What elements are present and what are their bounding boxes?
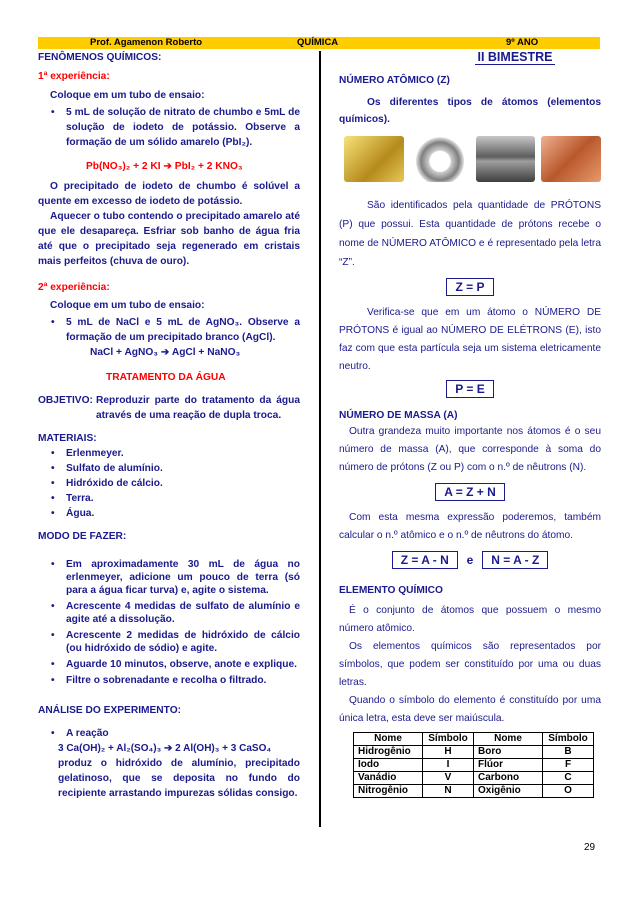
table-cell: Boro — [474, 746, 543, 759]
exp2-intro: Coloque em um tubo de ensaio: — [50, 300, 205, 311]
gold-bars-image — [344, 136, 404, 182]
materials-title: MATERIAIS: — [38, 433, 97, 444]
table-cell: Carbono — [474, 772, 543, 785]
exp1-paragraph-1: O precipitado de iodeto de chumbo é solúvel a quente em excesso de iodeto de potássio. — [38, 181, 300, 207]
atomic-paragraph-1: Os diferentes tipos de átomos (elementos químicos). — [339, 97, 601, 125]
analysis-text: produz o hidróxido de alumínio, precipitado gelatinoso, que se deposita no fundo do recipiente arrastando impurezas sólidas consigo. — [58, 758, 300, 799]
table-row — [354, 759, 594, 772]
table-header-cell: Nome — [474, 733, 543, 746]
exp1-equation: Pb(NO₃)₂ + 2 KI ➔ PbI₂ + 2 KNO₃ — [86, 161, 243, 172]
analysis-title: ANÁLISE DO EXPERIMENTO: — [38, 705, 182, 716]
table-cell: C — [543, 772, 594, 785]
table-cell: I — [423, 759, 474, 772]
bimestre-title: II BIMESTRE — [477, 50, 553, 64]
page-header — [38, 37, 600, 49]
elements-table — [353, 732, 594, 798]
element-paragraph-1: É o conjunto de átomos que possuem o mesmo número atômico. — [339, 605, 601, 634]
table-header-cell: Símbolo — [543, 733, 594, 746]
exp1-intro: Coloque em um tubo de ensaio: — [50, 90, 205, 101]
header-subject: QUÍMICA — [297, 37, 339, 48]
table-cell: O — [543, 785, 594, 798]
table-cell: V — [423, 772, 474, 785]
method-step: • Filtre o sobrenadante e recolha o filtrado. — [38, 674, 300, 687]
objective-block — [38, 393, 300, 423]
table-row — [354, 746, 594, 759]
method-step: • Acrescente 2 medidas de hidróxido de cálcio (ou hidróxido de sódio) e agite. — [38, 629, 300, 655]
analysis-item: • A reação — [38, 726, 300, 741]
water-treatment-title: TRATAMENTO DA ÁGUA — [106, 372, 226, 383]
table-header-cell: Nome — [354, 733, 423, 746]
element-title: ELEMENTO QUÍMICO — [339, 585, 443, 596]
table-row — [354, 785, 594, 798]
formula-n-equals-a-minus-z: N = A - Z — [482, 551, 548, 569]
exp1-title: 1ª experiência: — [38, 71, 110, 82]
header-grade: 9º ANO — [506, 37, 539, 48]
exp2-title: 2ª experiência: — [38, 282, 110, 293]
objective-label: OBJETIVO: — [38, 395, 93, 406]
iron-beam-image — [476, 136, 536, 182]
atomic-number-title: NÚMERO ATÔMICO (Z) — [339, 75, 450, 86]
method-step: • Aguarde 10 minutos, observe, anote e explique. — [38, 658, 300, 671]
table-cell: Vanádio — [354, 772, 423, 785]
table-cell: Oxigênio — [474, 785, 543, 798]
method-step: • Acrescente 4 medidas de sulfato de alumínio e agite até a dissolução. — [38, 600, 300, 626]
formula-row — [339, 551, 601, 569]
left-column — [38, 50, 300, 801]
table-cell: Flúor — [474, 759, 543, 772]
table-cell: H — [423, 746, 474, 759]
mass-number-title: NÚMERO DE MASSA (A) — [339, 410, 458, 421]
table-cell: Iodo — [354, 759, 423, 772]
header-author: Prof. Agamenon Roberto — [90, 37, 203, 48]
analysis-equation: 3 Ca(OH)₂ + Al₂(SO₄)₃ ➔ 2 Al(OH)₃ + 3 CaSO₄ — [58, 743, 272, 754]
formula-z-equals-p: Z = P — [446, 278, 493, 296]
atomic-paragraph-2: São identificados pela quantidade de PRÓTONS (P) que possui. Esta quantidade de prótons recebe o nome de NÚMERO ATÔMICO e é representado pela letra “Z”. — [339, 200, 601, 268]
formula-z-equals-a-minus-n: Z = A - N — [392, 551, 458, 569]
table-cell: Hidrogênio — [354, 746, 423, 759]
table-cell: F — [543, 759, 594, 772]
method-title: MODO DE FAZER: — [38, 531, 127, 542]
formula-a-equals-z-plus-n: A = Z + N — [435, 483, 505, 501]
table-cell: Nitrogênio — [354, 785, 423, 798]
table-cell: N — [423, 785, 474, 798]
exp2-item: • 5 mL de NaCl e 5 mL de AgNO₃. Observe a formação de um precipitado branco (AgCl). — [38, 315, 300, 345]
column-divider — [319, 51, 321, 827]
method-list — [38, 558, 300, 687]
table-cell: B — [543, 746, 594, 759]
neutral-paragraph: Verifica-se que em um átomo o NÚMERO DE PRÓTONS é igual ao NÚMERO DE ELÉTRONS (E), isto faz com que esta partícula seja um sistema eletricamente neutro. — [339, 307, 601, 372]
table-header-cell: Símbolo — [423, 733, 474, 746]
page-number: 29 — [584, 842, 596, 853]
table-row — [354, 772, 594, 785]
exp1-item: • 5 mL de solução de nitrato de chumbo e 5mL de solução de iodeto de potássio. Observe a formação de um sólido amarelo (PbI₂). — [38, 105, 300, 150]
exp2-equation: NaCl + AgNO₃ ➔ AgCl + NaNO₃ — [90, 347, 241, 358]
exp1-paragraph-2: Aquecer o tubo contendo o precipitado amarelo até que ele desapareça. Esfriar sob banho de água fria até que o precipitado seja regenerado em cristais mais perfeitos (chuva de ouro). — [38, 211, 300, 267]
material-item: • Sulfato de alumínio. — [38, 461, 300, 476]
formula-p-equals-e: P = E — [446, 380, 493, 398]
mass-paragraph: Outra grandeza muito importante nos átomos é o seu número de massa (A), que corresponde à soma do número de prótons (Z ou P) com o n.º de nêutrons (N). — [339, 426, 601, 473]
objective-text: Reproduzir parte do tratamento da água através de uma reação de dupla troca. — [96, 395, 300, 421]
metals-image — [344, 136, 601, 182]
formula-and: e — [466, 553, 474, 567]
method-step: • Em aproximadamente 30 mL de água no erlenmeyer, adicione um pouco de terra (só para a água ficar turva) e, agite o sistema. — [38, 558, 300, 597]
element-paragraph-2: Os elementos químicos são representados por símbolos, que podem ser constituído por uma ou duas letras. — [339, 641, 601, 688]
material-item: • Terra. — [38, 491, 300, 506]
elements-table-header — [354, 733, 594, 746]
chem-phenomena-title: FENÔMENOS QUÍMICOS: — [38, 52, 162, 63]
right-column — [339, 50, 601, 798]
copper-roll-image — [541, 136, 601, 182]
material-item: • Hidróxido de cálcio. — [38, 476, 300, 491]
material-item: • Água. — [38, 506, 300, 521]
materials-list — [38, 446, 300, 521]
material-item: • Erlenmeyer. — [38, 446, 300, 461]
mass-paragraph-2: Com esta mesma expressão poderemos, também calcular o n.º atômico e o n.º de nêutrons do átomo. — [339, 512, 601, 541]
steel-ring-image — [410, 136, 470, 182]
element-paragraph-3: Quando o símbolo do elemento é constituído por uma única letra, esta deve ser maiúscula. — [339, 695, 601, 724]
